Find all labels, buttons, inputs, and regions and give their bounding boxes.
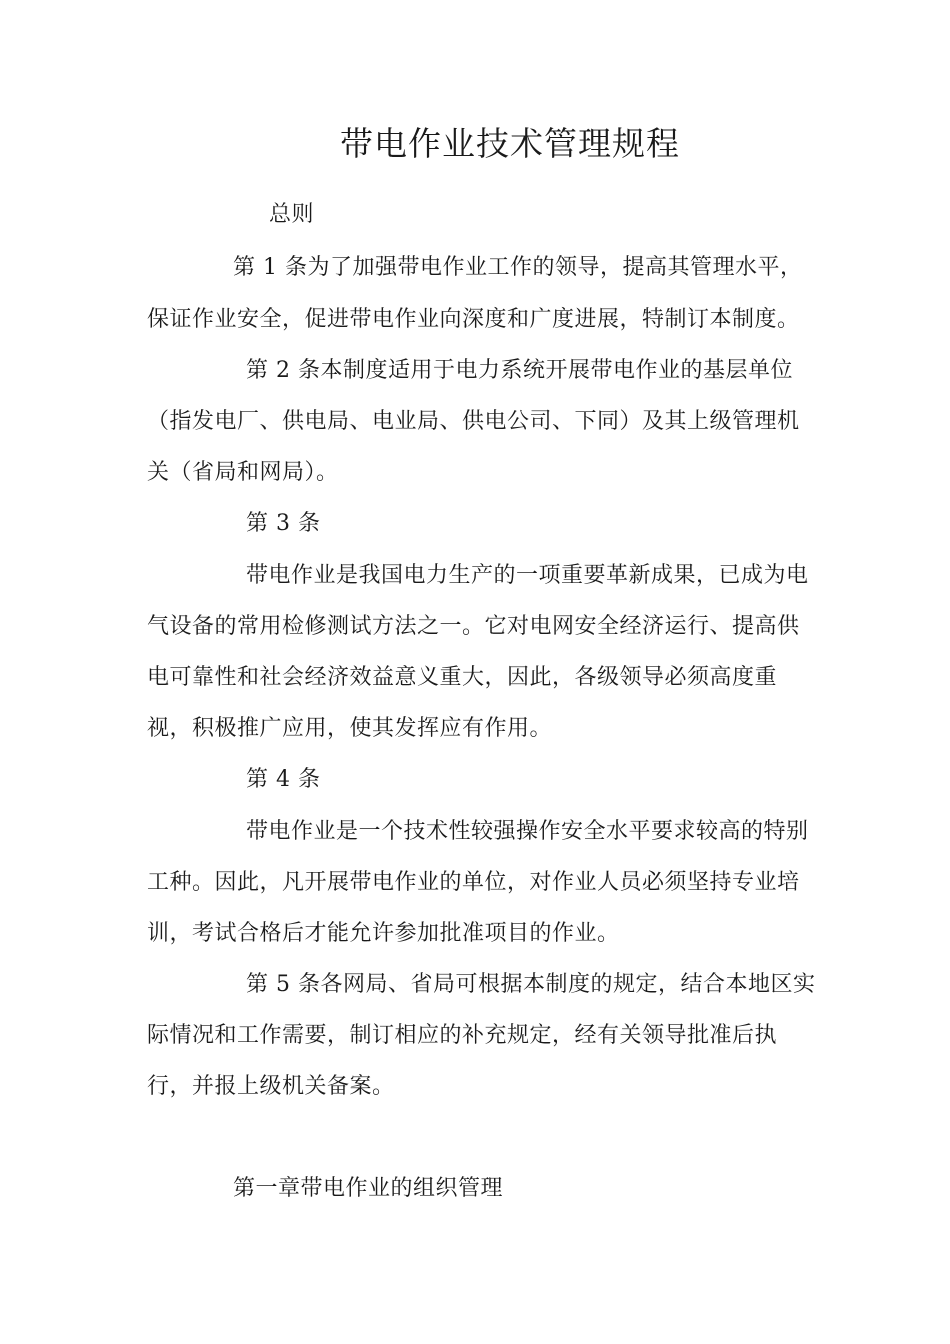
paragraph-line: 保证作业安全，促进带电作业向深度和广度进展，特制订本制度。 (147, 307, 800, 332)
paragraph-line: 带电作业是一个技术性较强操作安全水平要求较高的特别 (246, 819, 809, 844)
section-heading-general: 总则 (269, 202, 315, 227)
paragraph-line: 视，积极推广应用，使其发挥应有作用。 (147, 716, 553, 741)
paragraph-line: 行，并报上级机关备案。 (147, 1074, 395, 1099)
paragraph-line: 第 2 条本制度适用于电力系统开展带电作业的基层单位 (246, 358, 793, 383)
paragraph-line: 训，考试合格后才能允许参加批准项目的作业。 (147, 921, 620, 946)
paragraph-line: （指发电厂、供电局、电业局、供电公司、下同）及其上级管理机 (147, 409, 800, 434)
paragraph-line: 第 5 条各网局、省局可根据本制度的规定，结合本地区实 (246, 972, 816, 997)
paragraph-line: 际情况和工作需要，制订相应的补充规定，经有关领导批准后执 (147, 1023, 778, 1048)
paragraph-line: 气设备的常用检修测试方法之一。它对电网安全经济运行、提高供 (147, 614, 800, 639)
article-heading-4: 第 4 条 (246, 767, 321, 792)
document-title: 带电作业技术管理规程 (340, 124, 680, 163)
paragraph-line: 关（省局和网局）。 (147, 460, 339, 485)
article-heading-3: 第 3 条 (246, 511, 321, 536)
paragraph-line: 电可靠性和社会经济效益意义重大，因此，各级领导必须高度重 (147, 665, 778, 690)
paragraph-line: 工种。因此，凡开展带电作业的单位，对作业人员必须坚持专业培 (147, 870, 800, 895)
chapter-heading: 第一章带电作业的组织管理 (233, 1176, 504, 1201)
paragraph-line: 第 1 条为了加强带电作业工作的领导，提高其管理水平， (233, 255, 803, 280)
paragraph-line: 带电作业是我国电力生产的一项重要革新成果，已成为电 (246, 563, 809, 588)
